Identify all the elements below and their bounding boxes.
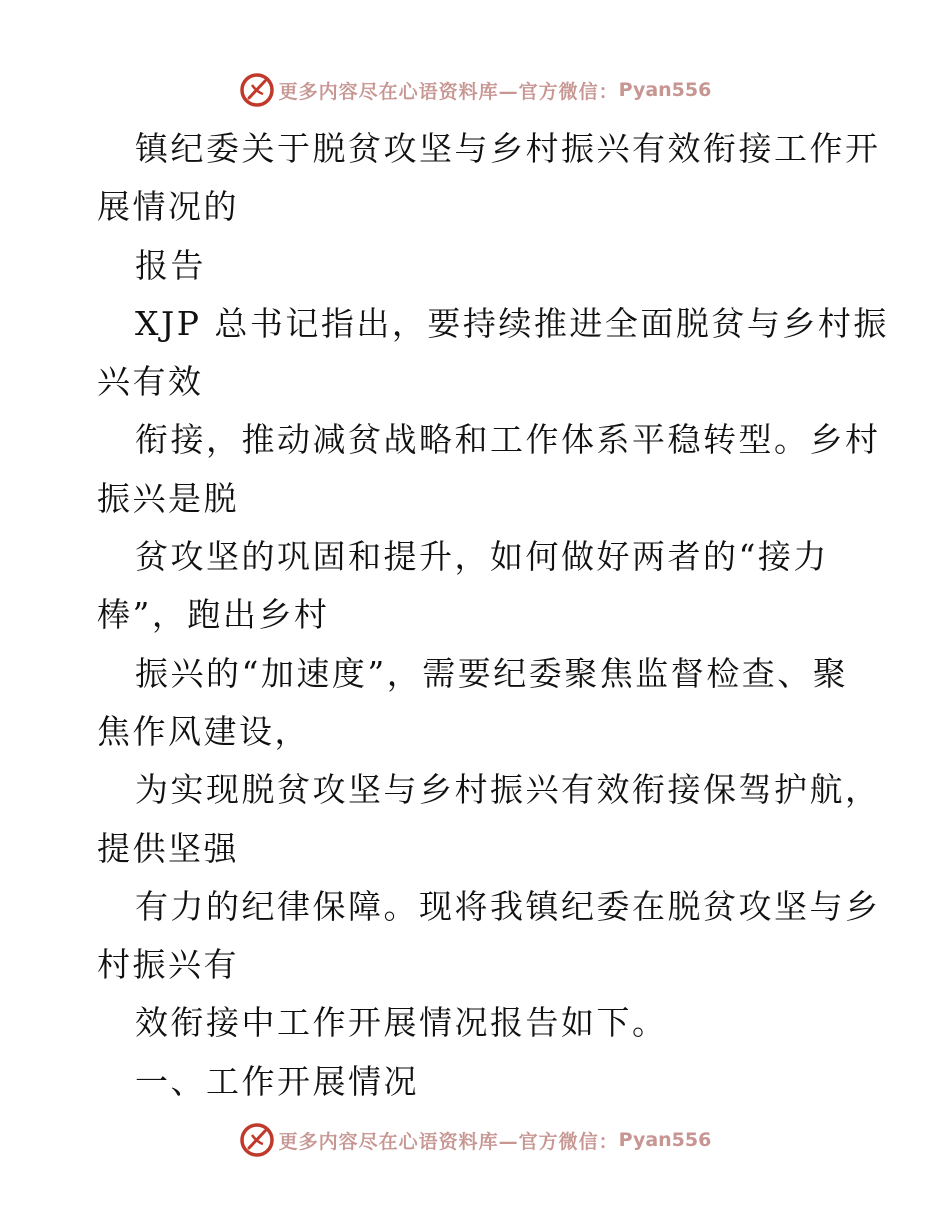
paragraph-line: 贫攻坚的巩固和提升，如何做好两者的“接力 (135, 537, 829, 577)
paragraph-line: 村振兴有 (97, 945, 239, 985)
watermark-wechat-id: Pyan556 (618, 79, 712, 101)
watermark-wechat-id: Pyan556 (618, 1129, 712, 1151)
paragraph-line: 棒”，跑出乡村 (97, 595, 330, 635)
paragraph-line: 提供坚强 (97, 828, 239, 868)
watermark-text: 更多内容尽在心语资料库—官方微信： (278, 1130, 619, 1153)
paragraph-line: 兴有效 (97, 362, 204, 402)
paragraph-line: 为实现脱贫攻坚与乡村振兴有效衔接保驾护航， (135, 770, 881, 810)
title-line-1: 镇纪委关于脱贫攻坚与乡村振兴有效衔接工作开 (135, 129, 881, 168)
header-watermark (0, 70, 950, 110)
title-line-2: 展情况的 (97, 187, 239, 227)
paragraph-line: 振兴是脱 (97, 478, 239, 518)
title-line-3: 报告 (135, 245, 206, 285)
paragraph-line: 衔接，推动减贫战略和工作体系平稳转型。乡村 (135, 420, 881, 460)
paragraph-line: 焦作风建设， (97, 711, 310, 751)
paragraph-line: 效衔接中工作开展情况报告如下。 (135, 1003, 668, 1043)
section-heading: 一、工作开展情况 (135, 1061, 419, 1101)
paragraph-line: 振兴的“加速度”，需要纪委聚焦监督检查、聚 (135, 653, 849, 693)
paragraph-line: 有力的纪律保障。现将我镇纪委在脱贫攻坚与乡 (135, 886, 881, 926)
red-seal-icon (239, 72, 275, 108)
document-body (97, 120, 889, 1111)
watermark-text: 更多内容尽在心语资料库—官方微信： (278, 80, 619, 103)
red-seal-icon (239, 1122, 275, 1158)
footer-watermark (0, 1120, 950, 1160)
paragraph-line: XJP 总书记指出，要持续推进全面脱贫与乡村振 (135, 303, 889, 343)
